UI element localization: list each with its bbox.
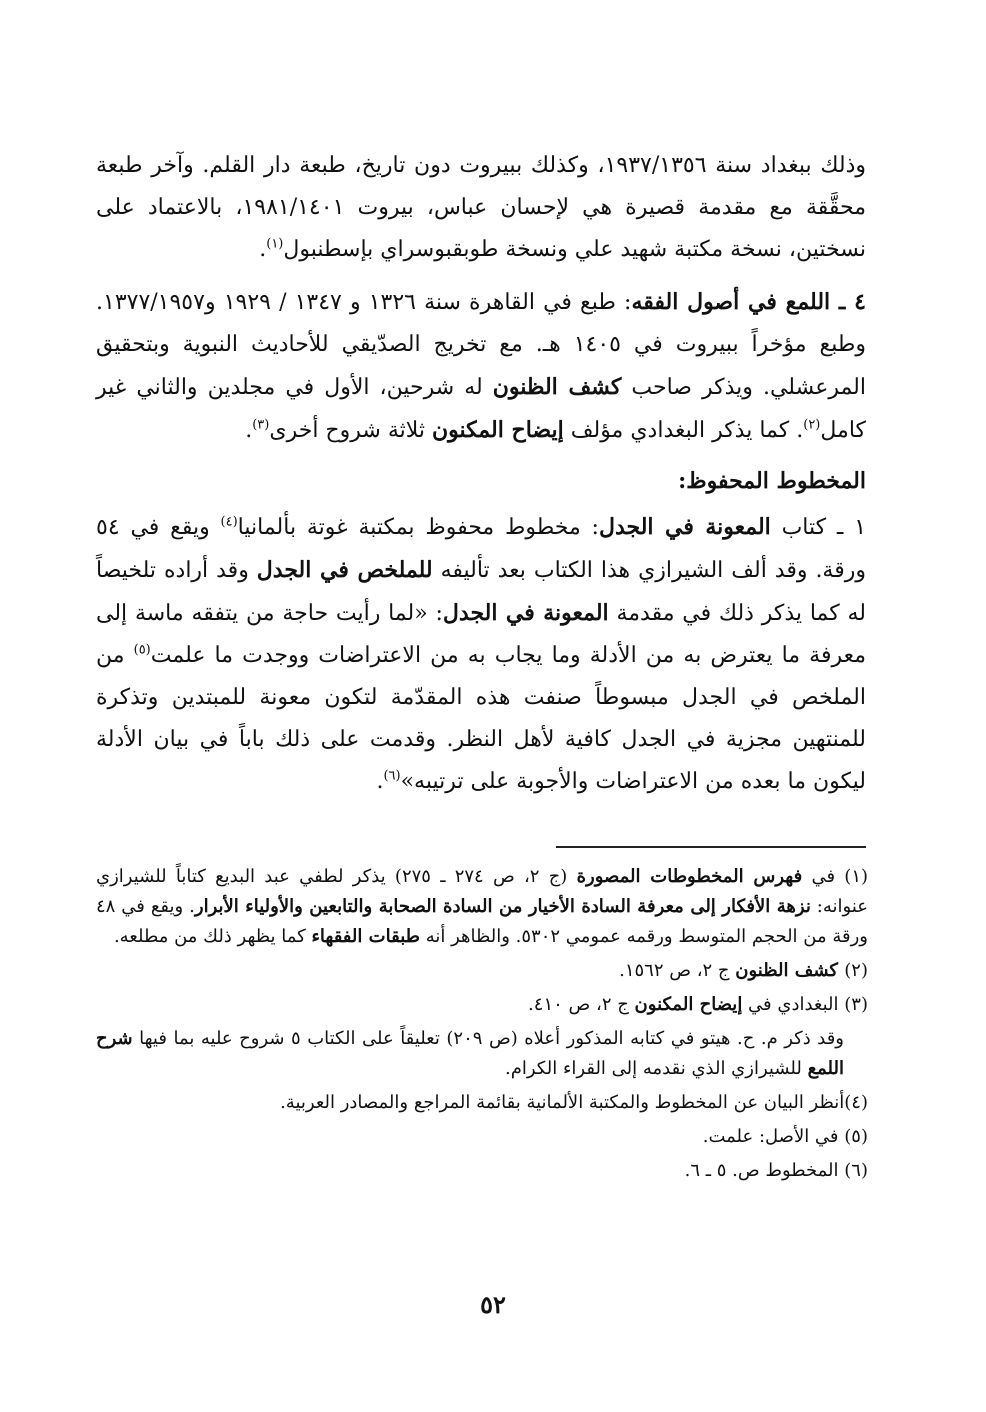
footnote-3-text-b: ج ٢، ص ٤١٠. — [528, 994, 635, 1015]
paragraph-3-quote-a: : «لما رأيت حاجة من يتفقه ماسة إلى معرفة ما يعترض به من الأدلة وما يجاب به من الاعتراضات ووجدت ما علمت — [96, 601, 866, 668]
footnote-divider — [556, 846, 866, 848]
footnote-1-title-b: نزهة الأفكار إلى معرفة السادة الأخيار من السادة الصحابة والتابعين والأولياء الأبرار — [194, 896, 811, 917]
footnote-ref-3: (٣) — [252, 417, 270, 433]
footnote-3-continuation — [96, 1024, 868, 1084]
paragraph-2-text-a: : طبع في القاهرة سنة ١٣٢٦ و ١٣٤٧ / ١٩٢٩ و١٣٧٧/١٩٥٧. وطبع مؤخراً ببيروت في ١٤٠٥ هـ. مع تخريج الصدّيقي للأحاديث النبوية وبتحقيق المرعشلي. ويذكر صاحب — [96, 290, 866, 400]
footnote-ref-1: (١) — [266, 236, 284, 252]
footnote-1-number: (١) — [844, 866, 869, 887]
footnote-ref-6: (٦) — [383, 768, 401, 784]
paragraph-2-text-b: له شرحين، الأول في مجلدين والثاني غير كامل — [96, 375, 866, 443]
footnote-1-text-b: (ج ٢، ص ٢٧٤ ـ ٢٧٥) يذكر لطفي عبد البديع كتاباً للشيرازي عنوانه: — [96, 866, 869, 917]
paragraph-3-text-b: : مخطوط محفوظ بمكتبة غوتة بألمانيا — [237, 515, 599, 540]
footnote-4-number: (٤) — [844, 1092, 868, 1113]
paragraph-3-text-d: وقد أراده تلخيصاً له كما يذكر ذلك في مقدمة — [96, 558, 867, 626]
book-title-maouna-2: المعونة في الجدل — [442, 600, 609, 626]
footnote-ref-4: (٤) — [220, 514, 238, 530]
footnote-1 — [96, 862, 868, 952]
footnotes — [96, 862, 868, 1190]
footnote-4-text: أنظر البيان عن المخطوط والمكتبة الألمانية بقائمة المراجع والمصادر العربية. — [280, 1092, 845, 1113]
footnote-3-cont-text-a: وقد ذكر م. ح. هيتو في كتابه المذكور أعلاه (ص ٢٠٩) تعليقاً على الكتاب ٥ شروح عليه بما فيها — [132, 1028, 844, 1049]
paragraph-1-end: . — [259, 237, 267, 262]
book-title-idah: إيضاح المكنون — [431, 417, 564, 443]
footnote-2-number: (٢) — [844, 960, 868, 981]
footnote-3 — [96, 990, 868, 1020]
paragraph-1 — [96, 145, 866, 271]
main-text — [96, 145, 866, 807]
book-title-mulakhas: للملخص في الجدل — [256, 557, 433, 583]
footnote-2-title: كشف الظنون — [735, 960, 845, 981]
footnote-4 — [96, 1088, 868, 1118]
footnote-5-number: (٥) — [844, 1126, 868, 1147]
paragraph-3-quote-b: من الملخص في الجدل مبسوطاً صنفت هذه المقدّمة لتكون معونة للمبتدين وتذكرة للمنتهين مجزية في الجدل كافية لأهل النظر. وقدمت على ذلك باباً في بيان الأدلة ليكون ما بعده من الاعتراضات والأجوبة على ترتيبه» — [96, 643, 866, 794]
paragraph-2-text-d: ثلاثة شروح أخرى — [269, 418, 432, 443]
footnote-2-text: ج ٢، ص ١٥٦٢. — [619, 960, 736, 981]
footnote-1-text-d: كما يظهر ذلك من مطلعه. — [113, 926, 312, 947]
footnote-3-title: إيضاح المكنون — [634, 994, 743, 1015]
footnote-2 — [96, 956, 868, 986]
footnote-6 — [96, 1156, 868, 1186]
paragraph-3-text-c: ويقع في ٥٤ ورقة. وقد ألف الشيرازي هذا الكتاب بعد تأليفه — [96, 515, 866, 583]
paragraph-3 — [96, 506, 866, 803]
paragraph-3-text-a: ١ ـ كتاب — [770, 515, 867, 540]
footnote-3-cont-title: شرح اللمع — [96, 1028, 844, 1079]
item-4-title: ٤ ـ اللمع في أصول الفقه — [631, 289, 866, 315]
footnote-ref-2: (٢) — [803, 417, 821, 433]
paragraph-3-end: . — [376, 769, 384, 794]
footnote-3-number: (٣) — [844, 994, 868, 1015]
footnote-5-text: في الأصل: علمت. — [702, 1126, 845, 1147]
paragraph-2 — [96, 281, 866, 452]
footnote-5 — [96, 1122, 868, 1152]
paragraph-2-end: . — [245, 418, 253, 443]
footnote-1-text-c: . ويقع في ٤٨ ورقة من الحجم المتوسط ورقمه عمومي ٥٣٠٢. والظاهر أنه — [96, 896, 868, 947]
footnote-1-title-a: فهرس المخطوطات المصورة — [576, 866, 803, 887]
footnote-6-number: (٦) — [844, 1160, 868, 1181]
footnote-3-text-a: البغدادي في — [742, 994, 845, 1015]
footnote-1-text-a: في — [802, 866, 845, 887]
section-heading: المخطوط المحفوظ: — [678, 468, 866, 494]
footnote-3-cont-text-b: للشيرازي الذي نقدمه إلى القراء الكرام. — [505, 1058, 808, 1079]
book-title-kashf: كشف الظنون — [492, 374, 622, 400]
paragraph-1-text: وذلك ببغداد سنة ١٩٣٧/١٣٥٦، وكذلك ببيروت دون تاريخ، طبعة دار القلم. وآخر طبعة محقَّقة مع مقدمة قصيرة هي لإحسان عباس، بيروت ١٩٨١/١٤٠١، بالاعتماد على نسختين، نسخة مكتبة شهيد علي ونسخة طوبقبوسراي بإسطنبول — [96, 153, 866, 262]
footnote-ref-5: (٥) — [133, 642, 151, 658]
footnote-6-text: المخطوط ص. ٥ ـ ٦. — [684, 1160, 845, 1181]
book-title-maouna: المعونة في الجدل — [598, 514, 771, 540]
paragraph-2-text-c: . كما يذكر البغدادي مؤلف — [563, 418, 804, 443]
footnote-1-title-c: طبقات الفقهاء — [311, 926, 420, 947]
page-number: ٥٢ — [480, 1290, 506, 1319]
